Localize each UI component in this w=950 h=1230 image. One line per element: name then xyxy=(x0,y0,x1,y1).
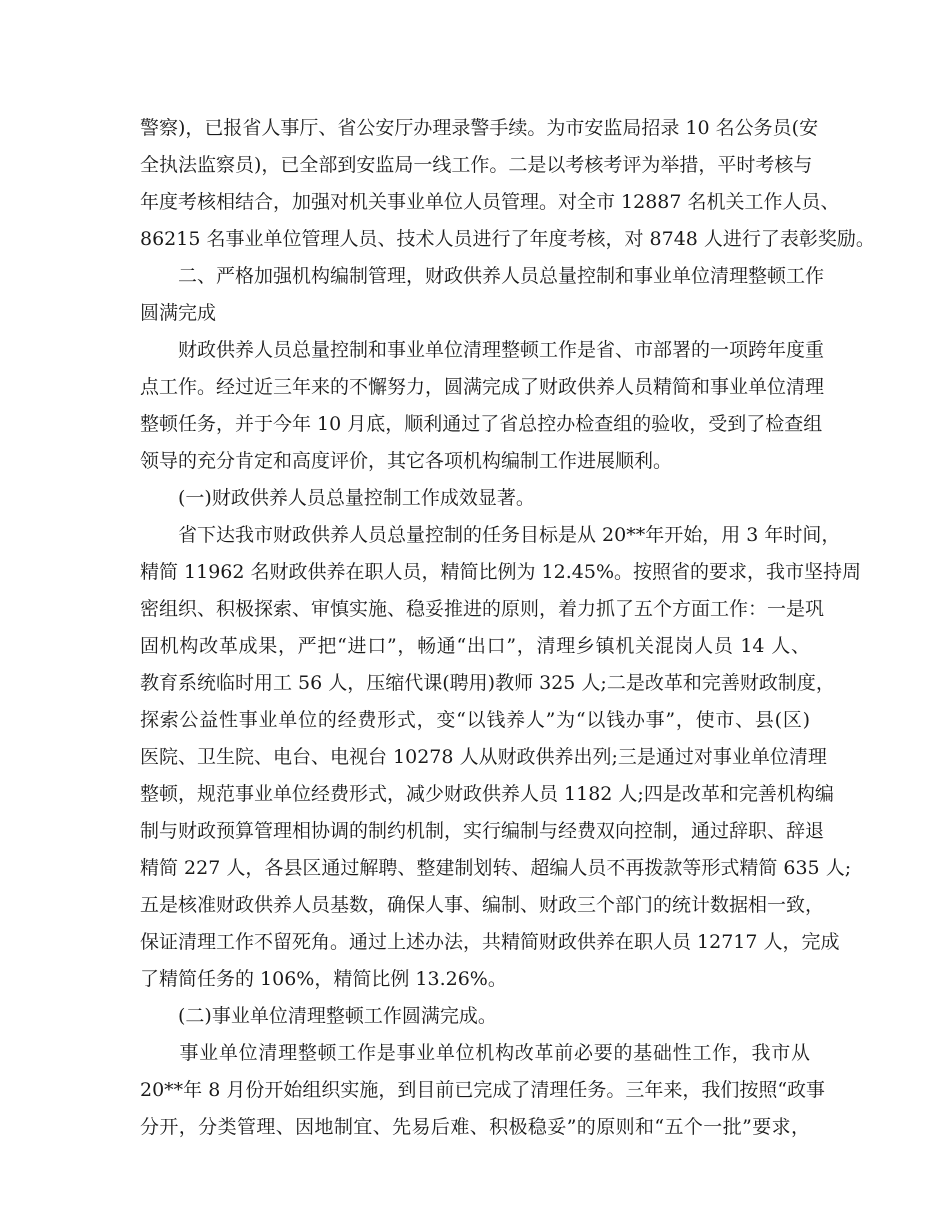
text-line: 教育系统临时用工 56 人，压缩代课(聘用)教师 325 人;二是改革和完善财政制度， xyxy=(140,672,835,694)
section-heading-line: 二、严格加强机构编制管理，财政供养人员总量控制和事业单位清理整顿工作 xyxy=(140,265,825,287)
text-line: 整顿任务，并于今年 10 月底，顺利通过了省总控办检查组的验收，受到了检查组 xyxy=(140,413,823,435)
text-line: 省下达我市财政供养人员总量控制的任务目标是从 20**年开始，用 3 年时间， xyxy=(140,524,841,546)
document-body xyxy=(140,110,875,1146)
text-line: 整顿，规范事业单位经费形式，减少财政供养人员 1182 人;四是改革和完善机构编 xyxy=(140,783,834,805)
text-line: 精简 227 人，各县区通过解聘、整建制划转、超编人员不再拨款等形式精简 635 人; xyxy=(140,857,852,879)
text-line: 点工作。经过近三年来的不懈努力，圆满完成了财政供养人员精简和事业单位清理 xyxy=(140,376,825,398)
text-line: 领导的充分肯定和高度评价，其它各项机构编制工作进展顺利。 xyxy=(140,450,673,472)
text-line: 86215 名事业单位管理人员、技术人员进行了年度考核，对 8748 人进行了表彰奖励。 xyxy=(140,228,875,250)
text-line: 警察)，已报省人事厅、省公安厅办理录警手续。为市安监局招录 10 名公务员(安 xyxy=(140,117,819,139)
subsection-heading: (一)财政供养人员总量控制工作成效显著。 xyxy=(140,487,535,509)
subsection-heading: (二)事业单位清理整顿工作圆满完成。 xyxy=(140,1005,497,1027)
text-line: 制与财政预算管理相协调的制约机制，实行编制与经费双向控制，通过辞职、辞退 xyxy=(140,820,825,842)
text-line: 全执法监察员)，已全部到安监局一线工作。二是以考核考评为举措，平时考核与 xyxy=(140,154,813,176)
text-line: 年度考核相结合，加强对机关事业单位人员管理。对全市 12887 名机关工作人员、 xyxy=(140,191,840,213)
text-line: 医院、卫生院、电台、电视台 10278 人从财政供养出列;三是通过对事业单位清理 xyxy=(140,746,827,768)
text-line: 五是核准财政供养人员基数，确保人事、编制、财政三个部门的统计数据相一致， xyxy=(140,894,825,916)
text-line: 探索公益性事业单位的经费形式，变“以钱养人”为“以钱办事”，使市、县(区) xyxy=(140,709,810,731)
text-line: 20**年 8 月份开始组织实施，到目前已完成了清理任务。三年来，我们按照“政事 xyxy=(140,1079,826,1101)
text-line: 精简 11962 名财政供养在职人员，精简比例为 12.45%。按照省的要求，我市坚持周 xyxy=(140,561,862,583)
section-heading-line: 圆满完成 xyxy=(140,302,217,324)
text-line: 密组织、积极探索、审慎实施、稳妥推进的原则，着力抓了五个方面工作：一是巩 xyxy=(140,598,825,620)
text-line: 了精简任务的 106%，精简比例 13.26%。 xyxy=(140,968,507,990)
text-line: 分开，分类管理、因地制宜、先易后难、积极稳妥”的原则和“五个一批”要求， xyxy=(140,1116,810,1138)
text-line: 事业单位清理整顿工作是事业单位机构改革前必要的基础性工作，我市从 xyxy=(140,1042,810,1064)
text-line: 财政供养人员总量控制和事业单位清理整顿工作是省、市部署的一项跨年度重 xyxy=(140,339,825,361)
text-line: 固机构改革成果，严把“进口”，畅通“出口”，清理乡镇机关混岗人员 14 人、 xyxy=(140,635,810,657)
text-line: 保证清理工作不留死角。通过上述办法，共精简财政供养在职人员 12717 人，完成 xyxy=(140,931,840,953)
